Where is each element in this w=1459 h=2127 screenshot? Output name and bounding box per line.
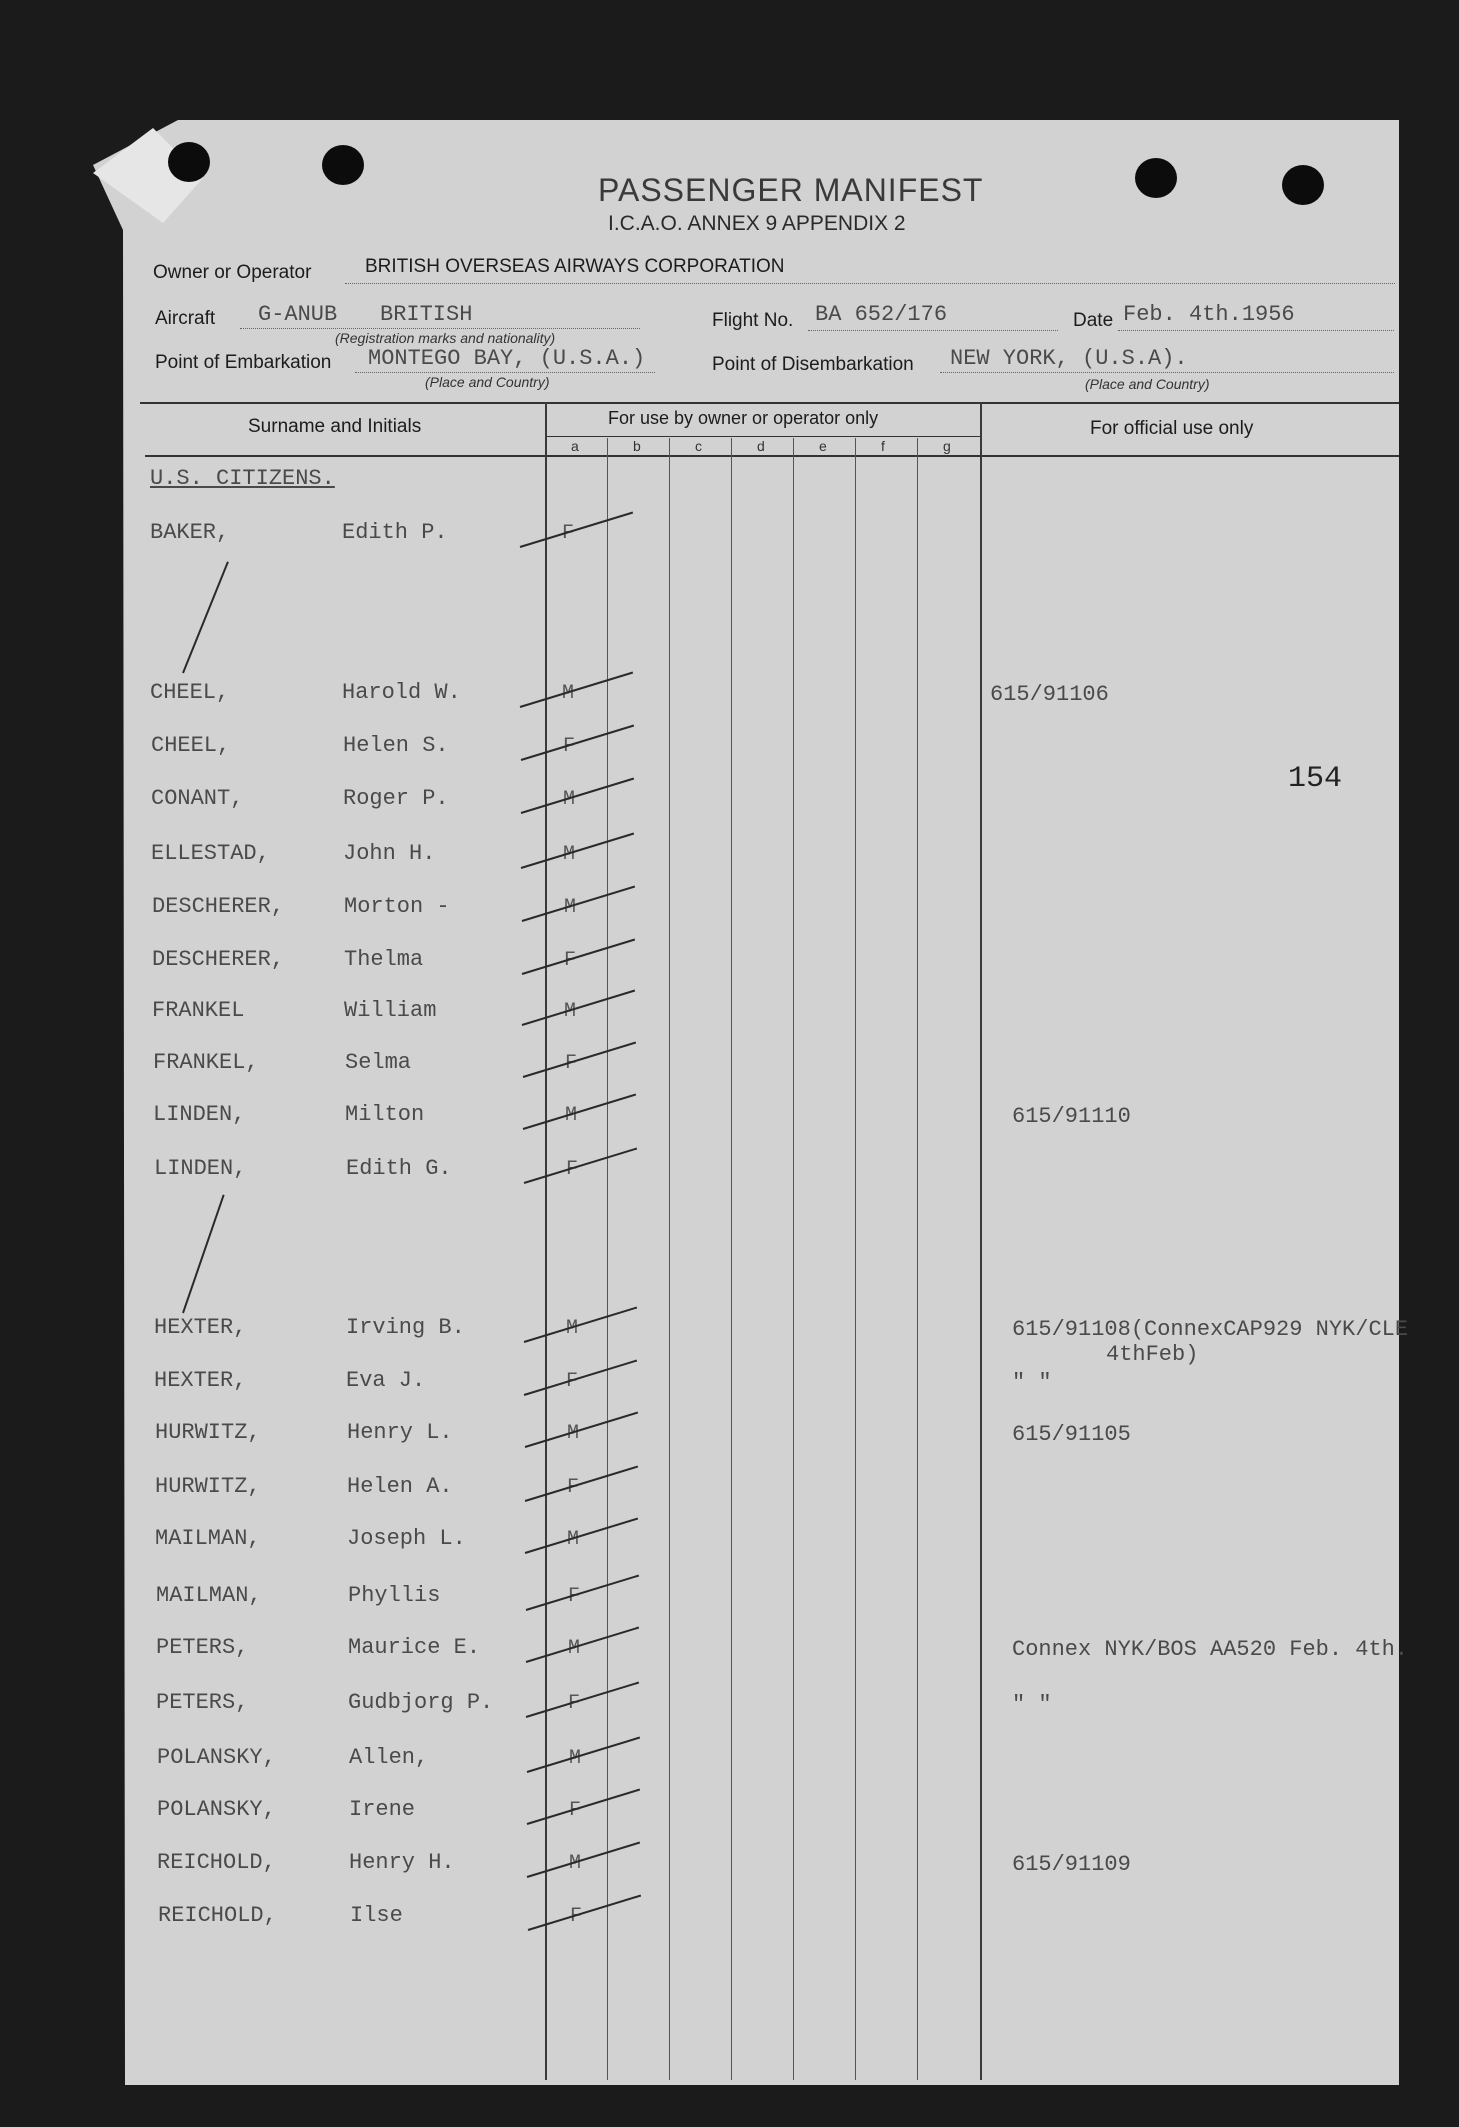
official-note: 615/91108(ConnexCAP929 NYK/CLE bbox=[1012, 1317, 1409, 1342]
dotted-rule bbox=[1118, 330, 1394, 331]
page-subtitle: I.C.A.O. ANNEX 9 APPENDIX 2 bbox=[608, 212, 906, 235]
passenger-given-name: Thelma bbox=[344, 947, 424, 972]
passenger-given-name: Milton bbox=[345, 1102, 425, 1127]
passenger-given-name: Selma bbox=[345, 1050, 412, 1075]
dotted-rule bbox=[355, 372, 655, 373]
passenger-sex: M bbox=[567, 1528, 580, 1551]
aircraft-label: Aircraft bbox=[155, 308, 216, 329]
official-note: 615/91109 bbox=[1012, 1852, 1131, 1877]
passenger-sex: M bbox=[564, 1000, 577, 1023]
passenger-given-name: Eva J. bbox=[346, 1368, 426, 1393]
passenger-sex: F bbox=[568, 1585, 581, 1608]
passenger-surname: CHEEL, bbox=[151, 733, 231, 758]
dotted-rule bbox=[345, 283, 1395, 284]
subcolumn-label: d bbox=[757, 438, 765, 454]
passenger-sex: M bbox=[569, 1747, 582, 1770]
official-note: 615/91110 bbox=[1012, 1104, 1131, 1129]
dotted-rule bbox=[240, 328, 640, 329]
official-note: " " bbox=[1012, 1370, 1052, 1395]
passenger-sex: F bbox=[565, 1052, 578, 1075]
section-heading: U.S. CITIZENS. bbox=[150, 466, 335, 491]
passenger-sex: M bbox=[568, 1637, 581, 1660]
passenger-surname: REICHOLD, bbox=[157, 1850, 276, 1875]
aircraft-value: G-ANUB bbox=[258, 302, 338, 327]
passenger-surname: MAILMAN, bbox=[156, 1583, 262, 1608]
passenger-given-name: Harold W. bbox=[342, 680, 461, 705]
passenger-surname: POLANSKY, bbox=[157, 1745, 276, 1770]
passenger-given-name: Irving B. bbox=[346, 1315, 465, 1340]
passenger-sex: M bbox=[567, 1422, 580, 1445]
subcolumn-label: g bbox=[943, 438, 951, 454]
aircraft-nationality: BRITISH bbox=[380, 302, 473, 327]
passenger-surname: PETERS, bbox=[156, 1690, 249, 1715]
col-official-header: For official use only bbox=[1090, 418, 1254, 439]
passenger-surname: CONANT, bbox=[151, 786, 244, 811]
passenger-given-name: Joseph L. bbox=[347, 1526, 466, 1551]
passenger-given-name: Henry L. bbox=[347, 1420, 453, 1445]
passenger-surname: FRANKEL bbox=[152, 998, 245, 1023]
passenger-given-name: John H. bbox=[343, 841, 436, 866]
page-title: PASSENGER MANIFEST bbox=[598, 172, 984, 208]
dotted-rule bbox=[808, 330, 1058, 331]
date-value: Feb. 4th.1956 bbox=[1123, 302, 1295, 327]
passenger-surname: HEXTER, bbox=[154, 1315, 247, 1340]
owner-label: Owner or Operator bbox=[153, 262, 312, 283]
passenger-sex: M bbox=[566, 1317, 579, 1340]
disembarkation-label: Point of Disembarkation bbox=[712, 354, 914, 375]
official-note: 615/91105 bbox=[1012, 1422, 1131, 1447]
passenger-given-name: William bbox=[344, 998, 437, 1023]
passenger-sex: M bbox=[562, 682, 575, 705]
passenger-surname: DESCHERER, bbox=[152, 894, 285, 919]
passenger-surname: LINDEN, bbox=[154, 1156, 247, 1181]
passenger-sex: F bbox=[563, 735, 576, 758]
disembarkation-note: (Place and Country) bbox=[1085, 376, 1210, 392]
official-note: " " bbox=[1012, 1692, 1052, 1717]
punch-hole bbox=[1135, 158, 1177, 198]
passenger-given-name: Maurice E. bbox=[348, 1635, 481, 1660]
passenger-given-name: Ilse bbox=[350, 1903, 403, 1928]
table-header-rule bbox=[145, 455, 1399, 457]
date-label: Date bbox=[1073, 310, 1114, 331]
passenger-sex: M bbox=[563, 788, 576, 811]
passenger-sex: F bbox=[568, 1692, 581, 1715]
disembarkation-value: NEW YORK, (U.S.A). bbox=[950, 346, 1188, 371]
embarkation-value: MONTEGO BAY, (U.S.A.) bbox=[368, 346, 646, 371]
passenger-sex: F bbox=[567, 1476, 580, 1499]
passenger-given-name: Edith P. bbox=[342, 520, 448, 545]
passenger-given-name: Edith G. bbox=[346, 1156, 452, 1181]
column-divider bbox=[855, 438, 856, 2080]
column-divider bbox=[731, 438, 732, 2080]
passenger-given-name: Henry H. bbox=[349, 1850, 455, 1875]
column-divider bbox=[607, 438, 608, 2080]
col-surname-header: Surname and Initials bbox=[248, 416, 422, 437]
subcolumn-label: c bbox=[695, 438, 702, 454]
column-divider bbox=[793, 438, 794, 2080]
column-divider bbox=[980, 402, 982, 2080]
page-number: 154 bbox=[1288, 762, 1343, 796]
passenger-sex: F bbox=[562, 522, 575, 545]
column-divider bbox=[917, 438, 918, 2080]
passenger-sex: F bbox=[570, 1905, 583, 1928]
subcolumn-label: e bbox=[819, 438, 827, 454]
subcolumn-rule bbox=[545, 436, 980, 437]
passenger-given-name: Allen, bbox=[349, 1745, 429, 1770]
dotted-rule bbox=[940, 372, 1394, 373]
table-top-rule bbox=[140, 402, 1399, 404]
passenger-sex: M bbox=[565, 1104, 578, 1127]
passenger-sex: M bbox=[569, 1852, 582, 1875]
passenger-sex: F bbox=[566, 1370, 579, 1393]
passenger-surname: CHEEL, bbox=[150, 680, 230, 705]
passenger-sex: F bbox=[564, 949, 577, 972]
passenger-given-name: Helen A. bbox=[347, 1474, 453, 1499]
passenger-given-name: Irene bbox=[349, 1797, 416, 1822]
punch-hole bbox=[1282, 165, 1324, 205]
hexter-official-continuation: 4thFeb) bbox=[1106, 1342, 1199, 1367]
passenger-surname: MAILMAN, bbox=[155, 1526, 261, 1551]
official-note: Connex NYK/BOS AA520 Feb. 4th. bbox=[1012, 1637, 1409, 1662]
subcolumn-label: a bbox=[571, 438, 579, 454]
passenger-surname: HURWITZ, bbox=[155, 1474, 261, 1499]
passenger-sex: M bbox=[564, 896, 577, 919]
passenger-sex: M bbox=[563, 843, 576, 866]
passenger-surname: LINDEN, bbox=[153, 1102, 246, 1127]
passenger-surname: ELLESTAD, bbox=[151, 841, 270, 866]
passenger-given-name: Gudbjorg P. bbox=[348, 1690, 494, 1715]
passenger-surname: HEXTER, bbox=[154, 1368, 247, 1393]
passenger-surname: DESCHERER, bbox=[152, 947, 285, 972]
embarkation-label: Point of Embarkation bbox=[155, 352, 332, 373]
owner-value: BRITISH OVERSEAS AIRWAYS CORPORATION bbox=[365, 256, 785, 277]
passenger-sex: F bbox=[566, 1158, 579, 1181]
punch-hole bbox=[168, 142, 210, 182]
column-divider bbox=[545, 402, 547, 2080]
flight-value: BA 652/176 bbox=[815, 302, 948, 327]
passenger-surname: REICHOLD, bbox=[158, 1903, 277, 1928]
subcolumn-label: b bbox=[633, 438, 641, 454]
passenger-sex: F bbox=[569, 1799, 582, 1822]
passenger-surname: POLANSKY, bbox=[157, 1797, 276, 1822]
subcolumn-label: f bbox=[881, 438, 885, 454]
passenger-surname: BAKER, bbox=[150, 520, 230, 545]
col-operator-header: For use by owner or operator only bbox=[608, 408, 879, 428]
registration-note: (Registration marks and nationality) bbox=[335, 330, 556, 346]
passenger-surname: HURWITZ, bbox=[155, 1420, 261, 1445]
passenger-given-name: Phyllis bbox=[348, 1583, 441, 1608]
punch-hole bbox=[322, 145, 364, 185]
embarkation-note: (Place and Country) bbox=[425, 374, 550, 390]
flight-label: Flight No. bbox=[712, 310, 794, 331]
column-divider bbox=[669, 438, 670, 2080]
official-note: 615/91106 bbox=[990, 682, 1109, 707]
passenger-surname: PETERS, bbox=[156, 1635, 249, 1660]
passenger-given-name: Roger P. bbox=[343, 786, 449, 811]
passenger-surname: FRANKEL, bbox=[153, 1050, 259, 1075]
passenger-given-name: Morton - bbox=[344, 894, 450, 919]
passenger-given-name: Helen S. bbox=[343, 733, 449, 758]
